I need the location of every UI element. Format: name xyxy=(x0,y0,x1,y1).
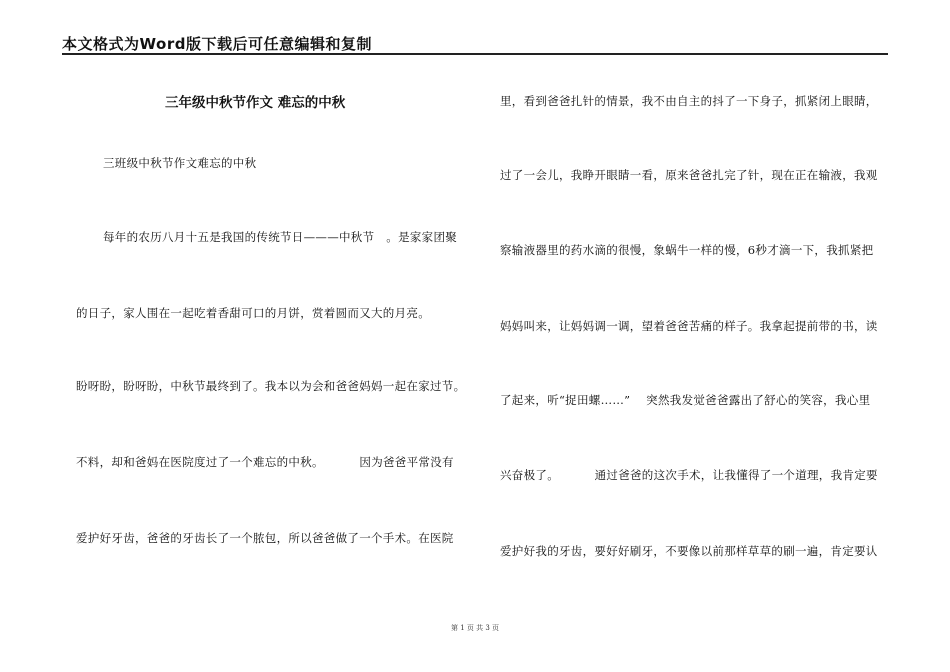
paragraph-line: 的日子，家人围在一起吃着香甜可口的月饼，赏着圆而又大的月亮。 xyxy=(76,306,430,320)
paragraph-line: 不料，却和爸妈在医院度过了一个难忘的中秋。 因为爸爸平常没有 xyxy=(76,455,454,469)
paragraph-line: 妈妈叫来，让妈妈调一调，望着爸爸苦痛的样子。我拿起提前带的书，读 xyxy=(500,319,878,333)
paragraph-line: 三班级中秋节作文难忘的中秋 xyxy=(103,156,257,170)
page-number: 第 1 页 共 3 页 xyxy=(450,624,500,632)
paragraph-line: 过了一会儿，我睁开眼睛一看，原来爸爸扎完了针，现在正在输液，我观 xyxy=(500,168,878,182)
paragraph-line: 爱护好我的牙齿，要好好刷牙，不要像以前那样草草的刷一遍，肯定要认 xyxy=(500,544,878,558)
paragraph-line: 了起来，听“捉田螺……” 突然我发觉爸爸露出了舒心的笑容，我心里 xyxy=(500,393,871,407)
paragraph-line: 里，看到爸爸扎针的情景，我不由自主的抖了一下身子，抓紧闭上眼睛， xyxy=(500,94,878,108)
paragraph-line: 兴奋极了。 通过爸爸的这次手术，让我懂得了一个道理，我肯定要 xyxy=(500,468,878,482)
paragraph-line: 察输液器里的药水滴的很慢，象蜗牛一样的慢，6秒才滴一下，我抓紧把 xyxy=(500,243,874,257)
document-title: 三年级中秋节作文 难忘的中秋 xyxy=(165,95,346,111)
paragraph-line: 盼呀盼，盼呀盼，中秋节最终到了。我本以为会和爸爸妈妈一起在家过节。 xyxy=(76,379,466,393)
header-divider xyxy=(62,53,888,55)
paragraph-line: 爱护好牙齿，爸爸的牙齿长了一个脓包，所以爸爸做了一个手术。在医院 xyxy=(76,531,454,545)
document-header: 本文格式为Word版下载后可任意编辑和复制 xyxy=(62,35,372,53)
paragraph-line: 每年的农历八月十五是我国的传统节日———中秋节 。是家家团聚 xyxy=(103,230,458,244)
